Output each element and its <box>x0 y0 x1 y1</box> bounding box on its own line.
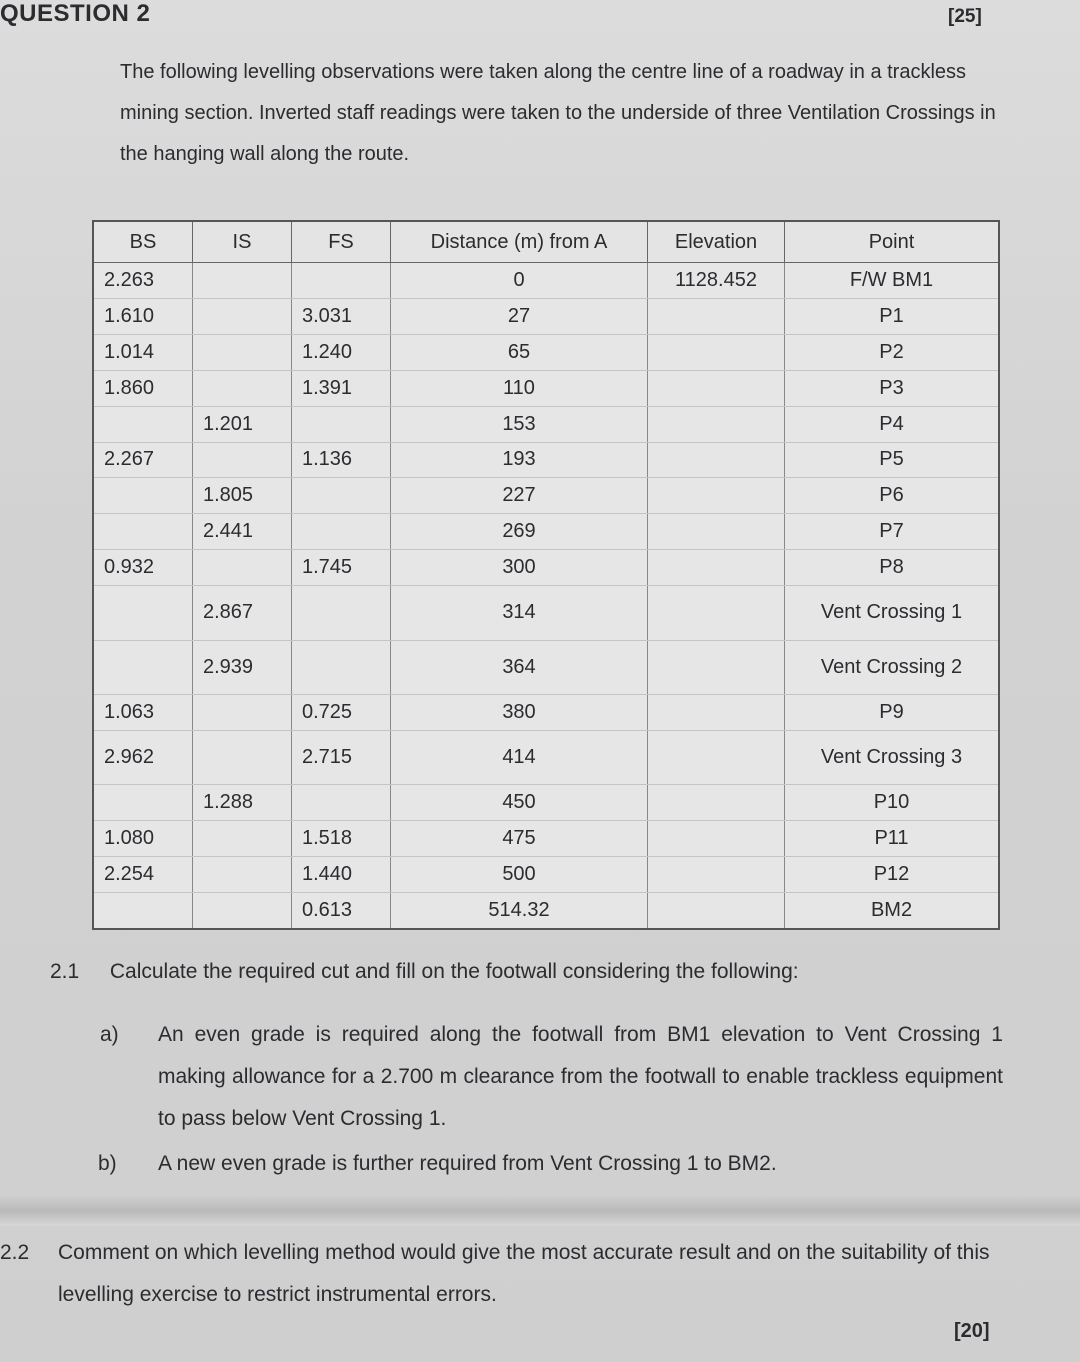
cell-distance: 27 <box>391 298 648 334</box>
cell-elevation <box>648 586 785 640</box>
table-row <box>93 334 999 370</box>
cell-is <box>193 442 292 478</box>
cell-fs: 0.613 <box>292 892 391 929</box>
cell-distance: 153 <box>391 406 648 442</box>
cell-fs <box>292 785 391 821</box>
cell-elevation <box>648 370 785 406</box>
cell-point: P8 <box>785 550 1000 586</box>
cell-fs <box>292 514 391 550</box>
cell-is <box>193 892 292 929</box>
cell-bs: 2.263 <box>93 263 193 299</box>
part-b-text: A new even grade is further required from Vent Crossing 1 to BM2. <box>158 1152 777 1175</box>
cell-fs <box>292 640 391 694</box>
cell-distance: 110 <box>391 370 648 406</box>
cell-is: 1.288 <box>193 785 292 821</box>
cell-distance: 0 <box>391 263 648 299</box>
question-2-1-text: Calculate the required cut and fill on the footwall considering the following: <box>109 960 799 983</box>
cell-elevation <box>648 442 785 478</box>
cell-is <box>193 298 292 334</box>
cell-bs <box>93 785 193 821</box>
cell-is <box>193 821 292 857</box>
cell-distance: 380 <box>391 694 648 730</box>
cell-is: 2.867 <box>193 586 292 640</box>
cell-bs <box>93 640 193 694</box>
cell-bs: 1.063 <box>93 694 193 730</box>
cell-point: P4 <box>785 406 1000 442</box>
table-row <box>93 478 999 514</box>
table-body <box>93 263 999 930</box>
header-elevation: Elevation <box>648 221 785 263</box>
cell-bs <box>93 406 193 442</box>
cell-elevation <box>648 514 785 550</box>
table-row <box>93 586 999 640</box>
cell-distance: 450 <box>391 785 648 821</box>
table-row <box>93 298 999 334</box>
question-2-1 <box>50 960 1010 984</box>
cell-distance: 364 <box>391 640 648 694</box>
cell-bs: 0.932 <box>93 550 193 586</box>
cell-elevation <box>648 821 785 857</box>
cell-point: Vent Crossing 1 <box>785 586 1000 640</box>
cell-bs: 1.080 <box>93 821 193 857</box>
question-2-2-number: 2.2 <box>0 1241 30 1264</box>
cell-bs: 1.860 <box>93 370 193 406</box>
cell-elevation <box>648 785 785 821</box>
header-bs: BS <box>93 221 193 263</box>
cell-elevation <box>648 640 785 694</box>
cell-distance: 269 <box>391 514 648 550</box>
header-point: Point <box>785 221 1000 263</box>
cell-is <box>193 370 292 406</box>
cell-fs: 1.391 <box>292 370 391 406</box>
cell-point: P3 <box>785 370 1000 406</box>
part-b-letter: b) <box>98 1152 117 1175</box>
cell-fs: 3.031 <box>292 298 391 334</box>
cell-is <box>193 263 292 299</box>
table-header-row <box>93 221 999 263</box>
cell-is: 1.201 <box>193 406 292 442</box>
cell-fs <box>292 478 391 514</box>
cell-point: P2 <box>785 334 1000 370</box>
cell-elevation <box>648 478 785 514</box>
cell-elevation <box>648 550 785 586</box>
total-marks: [25] <box>948 6 982 27</box>
cell-elevation <box>648 406 785 442</box>
cell-is <box>193 730 292 784</box>
cell-is <box>193 694 292 730</box>
table-row <box>93 263 999 299</box>
header-is: IS <box>193 221 292 263</box>
cell-fs: 2.715 <box>292 730 391 784</box>
cell-point: P1 <box>785 298 1000 334</box>
cell-point: Vent Crossing 2 <box>785 640 1000 694</box>
cell-fs: 1.440 <box>292 857 391 893</box>
cell-fs <box>292 263 391 299</box>
cell-elevation <box>648 730 785 784</box>
cell-bs <box>93 892 193 929</box>
cell-bs <box>93 586 193 640</box>
cell-is <box>193 334 292 370</box>
cell-bs <box>93 514 193 550</box>
cell-fs: 0.725 <box>292 694 391 730</box>
cell-distance: 414 <box>391 730 648 784</box>
header-fs: FS <box>292 221 391 263</box>
part-a-text: An even grade is required along the footwall from BM1 elevation to Vent Crossing 1 making allowance for a 2.700 m clearance from the footwall to enable trackless equipment to pass below Vent Crossing 1. <box>158 1023 1003 1130</box>
cell-point: P9 <box>785 694 1000 730</box>
cell-point: P12 <box>785 857 1000 893</box>
cell-elevation <box>648 857 785 893</box>
cell-bs: 2.267 <box>93 442 193 478</box>
cell-distance: 65 <box>391 334 648 370</box>
table-row <box>93 514 999 550</box>
table-row <box>93 694 999 730</box>
cell-point: F/W BM1 <box>785 263 1000 299</box>
cell-fs: 1.240 <box>292 334 391 370</box>
cell-fs: 1.136 <box>292 442 391 478</box>
cell-is <box>193 550 292 586</box>
cell-bs: 2.254 <box>93 857 193 893</box>
cell-fs <box>292 586 391 640</box>
table-row <box>93 550 999 586</box>
header-distance: Distance (m) from A <box>391 221 648 263</box>
table-row <box>93 640 999 694</box>
cell-bs: 1.014 <box>93 334 193 370</box>
cell-is <box>193 857 292 893</box>
question-2-1-number: 2.1 <box>50 960 80 983</box>
table-row <box>93 730 999 784</box>
cell-elevation <box>648 694 785 730</box>
cell-is: 2.441 <box>193 514 292 550</box>
cell-distance: 227 <box>391 478 648 514</box>
table-row <box>93 821 999 857</box>
cell-distance: 514.32 <box>391 892 648 929</box>
cell-fs: 1.745 <box>292 550 391 586</box>
levelling-table-container <box>92 220 1000 930</box>
cell-point: P11 <box>785 821 1000 857</box>
cell-distance: 500 <box>391 857 648 893</box>
cell-point: BM2 <box>785 892 1000 929</box>
cell-bs <box>93 478 193 514</box>
cell-point: Vent Crossing 3 <box>785 730 1000 784</box>
cell-distance: 475 <box>391 821 648 857</box>
table-row <box>93 370 999 406</box>
cell-fs: 1.518 <box>292 821 391 857</box>
cell-elevation <box>648 298 785 334</box>
cell-fs <box>292 406 391 442</box>
question-intro: The following levelling observations were taken along the centre line of a roadway in a trackless mining section. Inverted staff readings were taken to the underside of three Ventilation Crossings in the hanging wall along the route. <box>120 61 996 165</box>
cell-point: P10 <box>785 785 1000 821</box>
table-row <box>93 406 999 442</box>
question-2-2-marks: [20] <box>954 1320 990 1342</box>
cell-is: 1.805 <box>193 478 292 514</box>
cell-bs: 2.962 <box>93 730 193 784</box>
cell-point: P6 <box>785 478 1000 514</box>
cell-elevation: 1128.452 <box>648 263 785 299</box>
table-row <box>93 785 999 821</box>
cell-point: P7 <box>785 514 1000 550</box>
cell-is: 2.939 <box>193 640 292 694</box>
question-2-2-text: Comment on which levelling method would give the most accurate result and on the suitability of this levelling exercise to restrict instrumental errors. <box>58 1241 990 1306</box>
cell-distance: 314 <box>391 586 648 640</box>
table-row <box>93 442 999 478</box>
part-a-letter: a) <box>100 1023 119 1046</box>
cell-distance: 300 <box>391 550 648 586</box>
question-title: QUESTION 2 <box>0 0 151 27</box>
cell-elevation <box>648 334 785 370</box>
table-row <box>93 892 999 929</box>
cell-bs: 1.610 <box>93 298 193 334</box>
cell-elevation <box>648 892 785 929</box>
table-row <box>93 857 999 893</box>
levelling-table <box>92 220 1000 930</box>
cell-distance: 193 <box>391 442 648 478</box>
paper-fold <box>0 1196 1080 1226</box>
cell-point: P5 <box>785 442 1000 478</box>
